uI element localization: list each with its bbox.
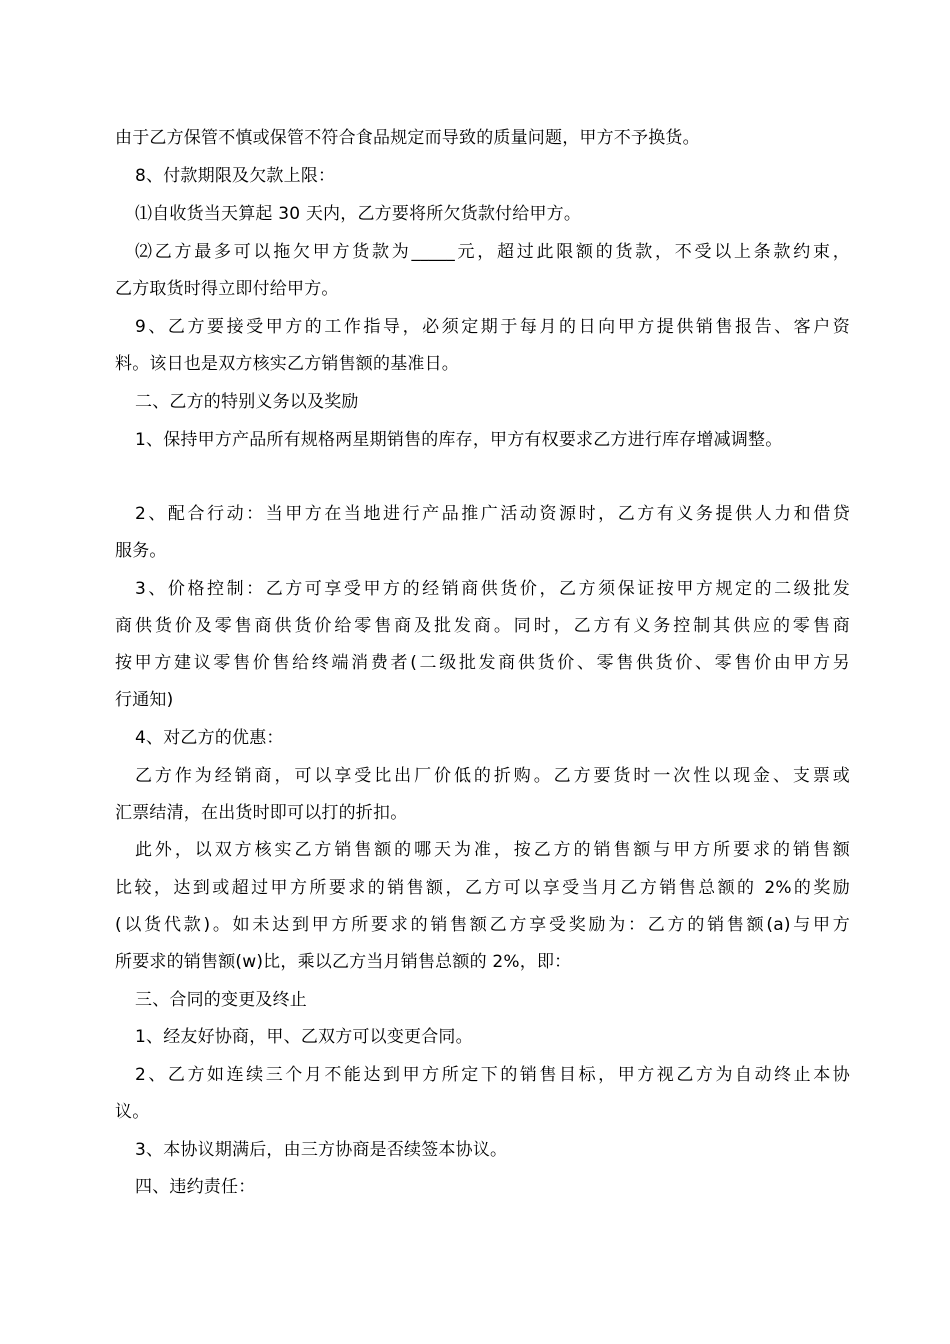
clause-heading: 4、对乙方的优惠：: [135, 728, 284, 748]
paragraph-line: 行通知): [115, 690, 174, 710]
paragraph-line: 所要求的销售额(w)比，乘以乙方当月销售总额的 2%，即：: [115, 952, 572, 972]
paragraph-line: 料。该日也是双方核实乙方销售额的基准日。: [115, 354, 459, 374]
paragraph-line: 按甲方建议零售价售给终端消费者(二级批发商供货价、零售供货价、零售价由甲方另: [115, 653, 850, 673]
paragraph-line: 此外，以双方核实乙方销售额的哪天为准，按乙方的销售额与甲方所要求的销售额: [135, 840, 850, 860]
paragraph-line: (以货代款)。如未达到甲方所要求的销售额乙方享受奖励为：乙方的销售额(a)与甲方: [115, 915, 850, 935]
paragraph-line: 9、乙方要接受甲方的工作指导，必须定期于每月的日向甲方提供销售报告、客户资: [135, 317, 850, 337]
paragraph-line: 2、配合行动：当甲方在当地进行产品推广活动资源时，乙方有义务提供人力和借贷: [135, 504, 850, 524]
paragraph-line: 汇票结清，在出货时即可以打的折扣。: [115, 803, 408, 823]
paragraph-line: 3、本协议期满后，由三方协商是否续签本协议。: [135, 1140, 508, 1160]
paragraph-line: 1、保持甲方产品所有规格两星期销售的库存，甲方有权要求乙方进行库存增减调整。: [135, 430, 783, 450]
section-heading: 四、违约责任：: [135, 1177, 256, 1197]
paragraph-line: ⑵乙方最多可以拖欠甲方货款为_____元，超过此限额的货款，不受以上条款约束，: [135, 242, 850, 262]
paragraph-line: 议。: [115, 1102, 150, 1122]
paragraph-line: 3、价格控制：乙方可享受甲方的经销商供货价，乙方须保证按甲方规定的二级批发: [135, 579, 850, 599]
section-heading: 三、合同的变更及终止: [135, 990, 307, 1010]
paragraph-line: 比较，达到或超过甲方所要求的销售额，乙方可以享受当月乙方销售总额的 2%的奖励: [115, 878, 850, 898]
paragraph-line: 商供货价及零售商供货价给零售商及批发商。同时，乙方有义务控制其供应的零售商: [115, 616, 850, 636]
section-heading: 二、乙方的特别义务以及奖励: [135, 392, 359, 412]
paragraph-line: 乙方作为经销商，可以享受比出厂价低的折购。乙方要货时一次性以现金、支票或: [135, 766, 850, 786]
paragraph-line: ⑴自收货当天算起 30 天内，乙方要将所欠货款付给甲方。: [135, 204, 582, 224]
paragraph-line: 乙方取货时得立即付给甲方。: [115, 279, 339, 299]
clause-heading: 8、付款期限及欠款上限：: [135, 166, 336, 186]
paragraph-line: 由于乙方保管不慎或保管不符合食品规定而导致的质量问题，甲方不予换货。: [115, 128, 700, 148]
paragraph-line: 2、乙方如连续三个月不能达到甲方所定下的销售目标，甲方视乙方为自动终止本协: [135, 1065, 850, 1085]
paragraph-line: 服务。: [115, 541, 167, 561]
paragraph-line: 1、经友好协商，甲、乙双方可以变更合同。: [135, 1027, 473, 1047]
